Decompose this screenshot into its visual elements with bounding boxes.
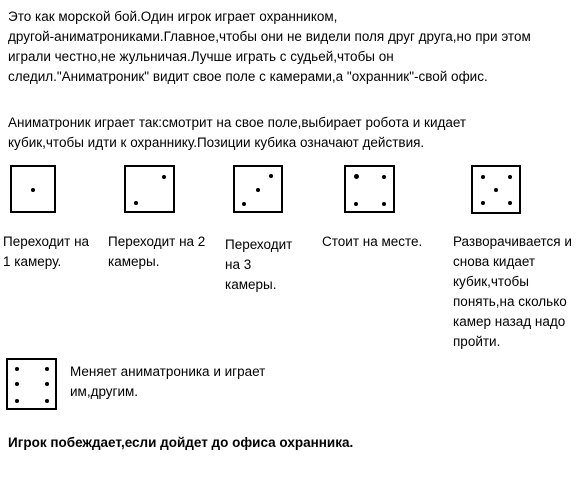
die-face-6-icon — [6, 358, 57, 410]
rules-line-1: Аниматроник играет так:смотрит на свое поле,выбирает робота и кидает — [8, 115, 467, 130]
die-face-1-icon — [10, 165, 56, 213]
die-face-5-icon — [471, 165, 521, 214]
intro-line-2: другой-аниматрониками.Главное,чтобы они не видели поля друг друга,но при этом — [8, 29, 531, 44]
die-face-4-caption: Стоит на месте. — [322, 234, 423, 249]
die-face-2-caption: Переходит на 2 камеры. — [108, 234, 206, 269]
die-face-5-caption: Разворачивается и снова кидает кубик,чтобы понять,на сколько камер назад надо пройти. — [453, 234, 572, 349]
die-face-4-icon — [344, 165, 395, 213]
die-face-3-icon — [233, 165, 283, 213]
die-face-2-icon — [124, 165, 175, 213]
intro-line-4: следил."Аниматроник" видит свое поле с камерами,а "охранник"-свой офис. — [8, 69, 488, 84]
intro-line-1: Это как морской бой.Один игрок играет охранником, — [8, 9, 338, 24]
die-face-6-caption: Меняет аниматроника и играет им,другим. — [70, 364, 266, 399]
win-condition: Игрок побеждает,если дойдет до офиса охранника. — [8, 435, 354, 450]
die-face-3-caption: Переходит на 3 камеры. — [225, 237, 293, 292]
intro-line-3: играли честно,не жульничая.Лучше играть с судьей,чтобы он — [8, 49, 394, 64]
die-face-1-caption: Переходит на 1 камеру. — [3, 234, 90, 269]
rules-line-2: кубик,чтобы идти к охраннику.Позиции кубика означают действия. — [8, 135, 425, 150]
